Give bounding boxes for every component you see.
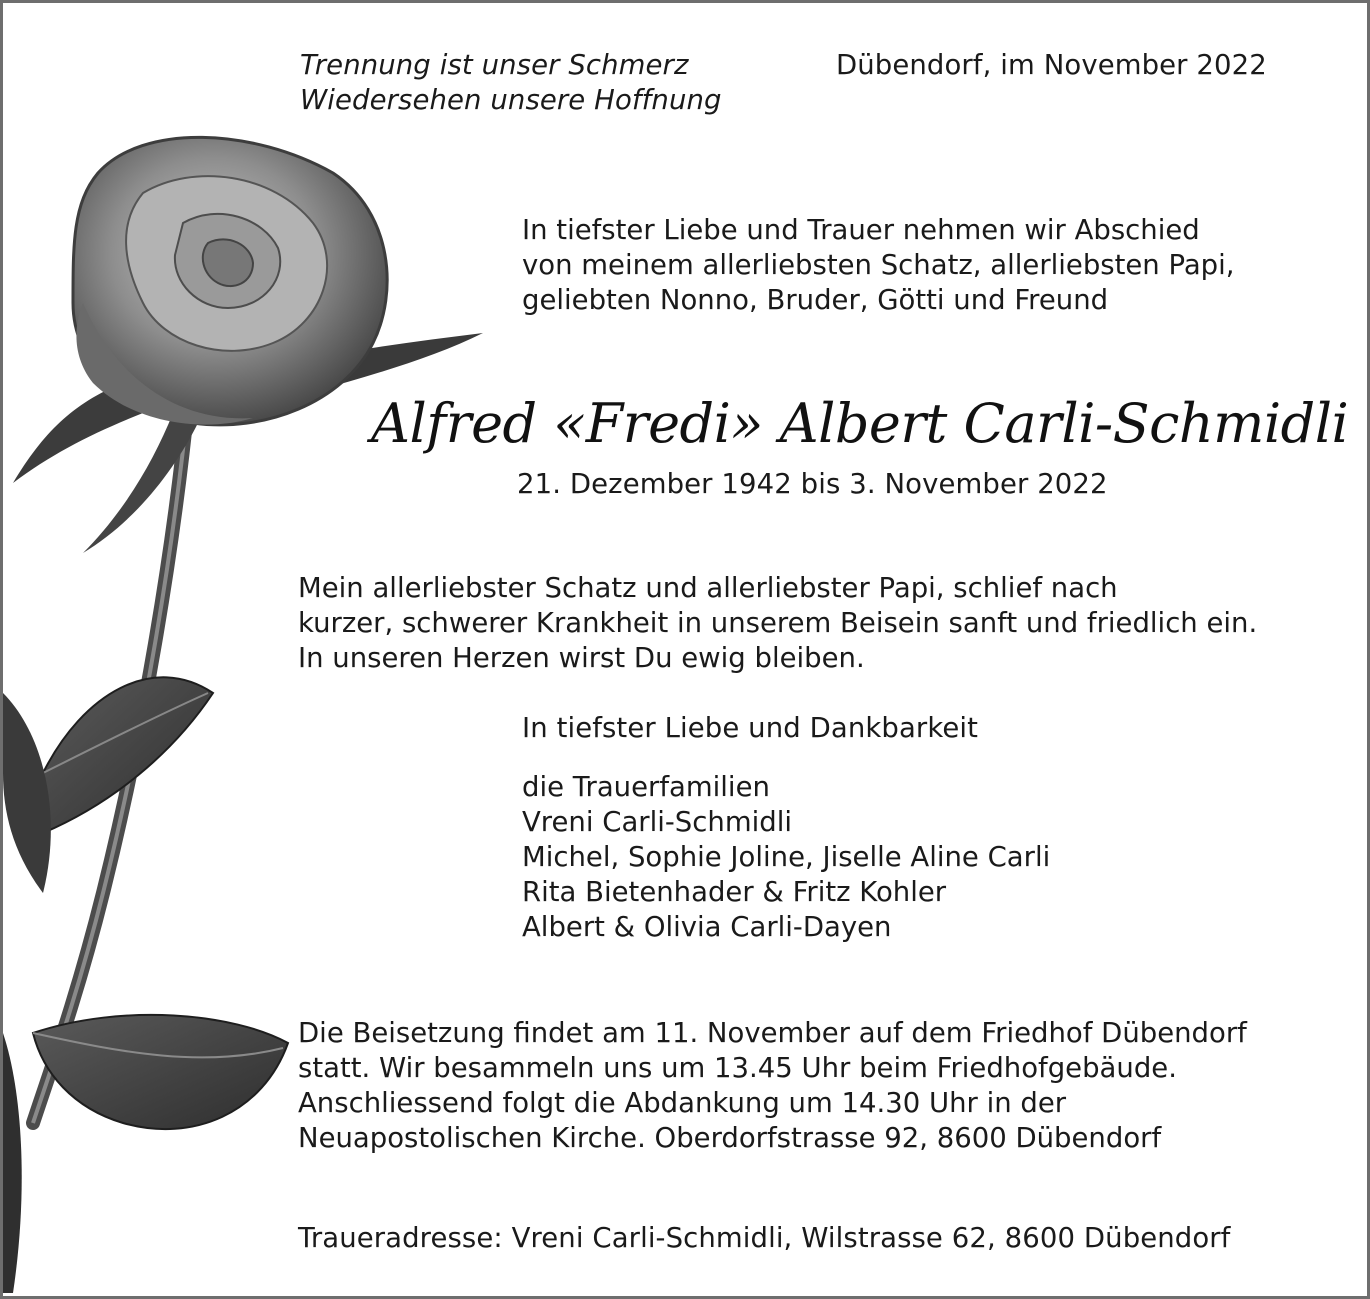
intro-line: von meinem allerliebsten Schatz, allerliebsten Papi, (522, 249, 1235, 281)
motto-line-2: Wiedersehen unsere Hoffnung (300, 84, 722, 116)
message-line: kurzer, schwerer Krankheit in unserem Beisein sanft und friedlich ein. (298, 607, 1258, 639)
intro-line: geliebten Nonno, Bruder, Götti und Freund (522, 284, 1109, 316)
mourner-item: Vreni Carli-Schmidli (522, 806, 792, 838)
life-dates: 21. Dezember 1942 bis 3. November 2022 (517, 468, 1108, 500)
place-date: Dübendorf, im November 2022 (836, 49, 1267, 81)
mourners-list (522, 770, 1050, 945)
mourner-item: die Trauerfamilien (522, 771, 770, 803)
mourner-item: Michel, Sophie Joline, Jiselle Aline Carli (522, 841, 1051, 873)
closing-text: In tiefster Liebe und Dankbarkeit (522, 712, 979, 744)
mourner-item: Albert & Olivia Carli-Dayen (522, 911, 892, 943)
funeral-info (298, 1016, 1247, 1156)
message-line: In unseren Herzen wirst Du ewig bleiben. (298, 642, 865, 674)
funeral-info-line: statt. Wir besammeln uns um 13.45 Uhr beim Friedhofgebäude. (298, 1052, 1177, 1084)
motto-line-1: Trennung ist unser Schmerz (300, 49, 689, 81)
mourning-address: Traueradresse: Vreni Carli-Schmidli, Wilstrasse 62, 8600 Dübendorf (298, 1222, 1231, 1254)
funeral-info-line: Anschliessend folgt die Abdankung um 14.30 Uhr in der (298, 1087, 1067, 1119)
funeral-info-line: Neuapostolischen Kirche. Oberdorfstrasse 92, 8600 Dübendorf (298, 1122, 1162, 1154)
deceased-name: Alfred «Fredi» Albert Carli-Schmidli (371, 392, 1349, 455)
funeral-info-line: Die Beisetzung findet am 11. November auf dem Friedhof Dübendorf (298, 1017, 1247, 1049)
intro-text (522, 213, 1235, 318)
message-line: Mein allerliebster Schatz und allerliebster Papi, schlief nach (298, 572, 1118, 604)
message-text (298, 571, 1257, 676)
intro-line: In tiefster Liebe und Trauer nehmen wir Abschied (522, 214, 1200, 246)
mourner-item: Rita Bietenhader & Fritz Kohler (522, 876, 947, 908)
